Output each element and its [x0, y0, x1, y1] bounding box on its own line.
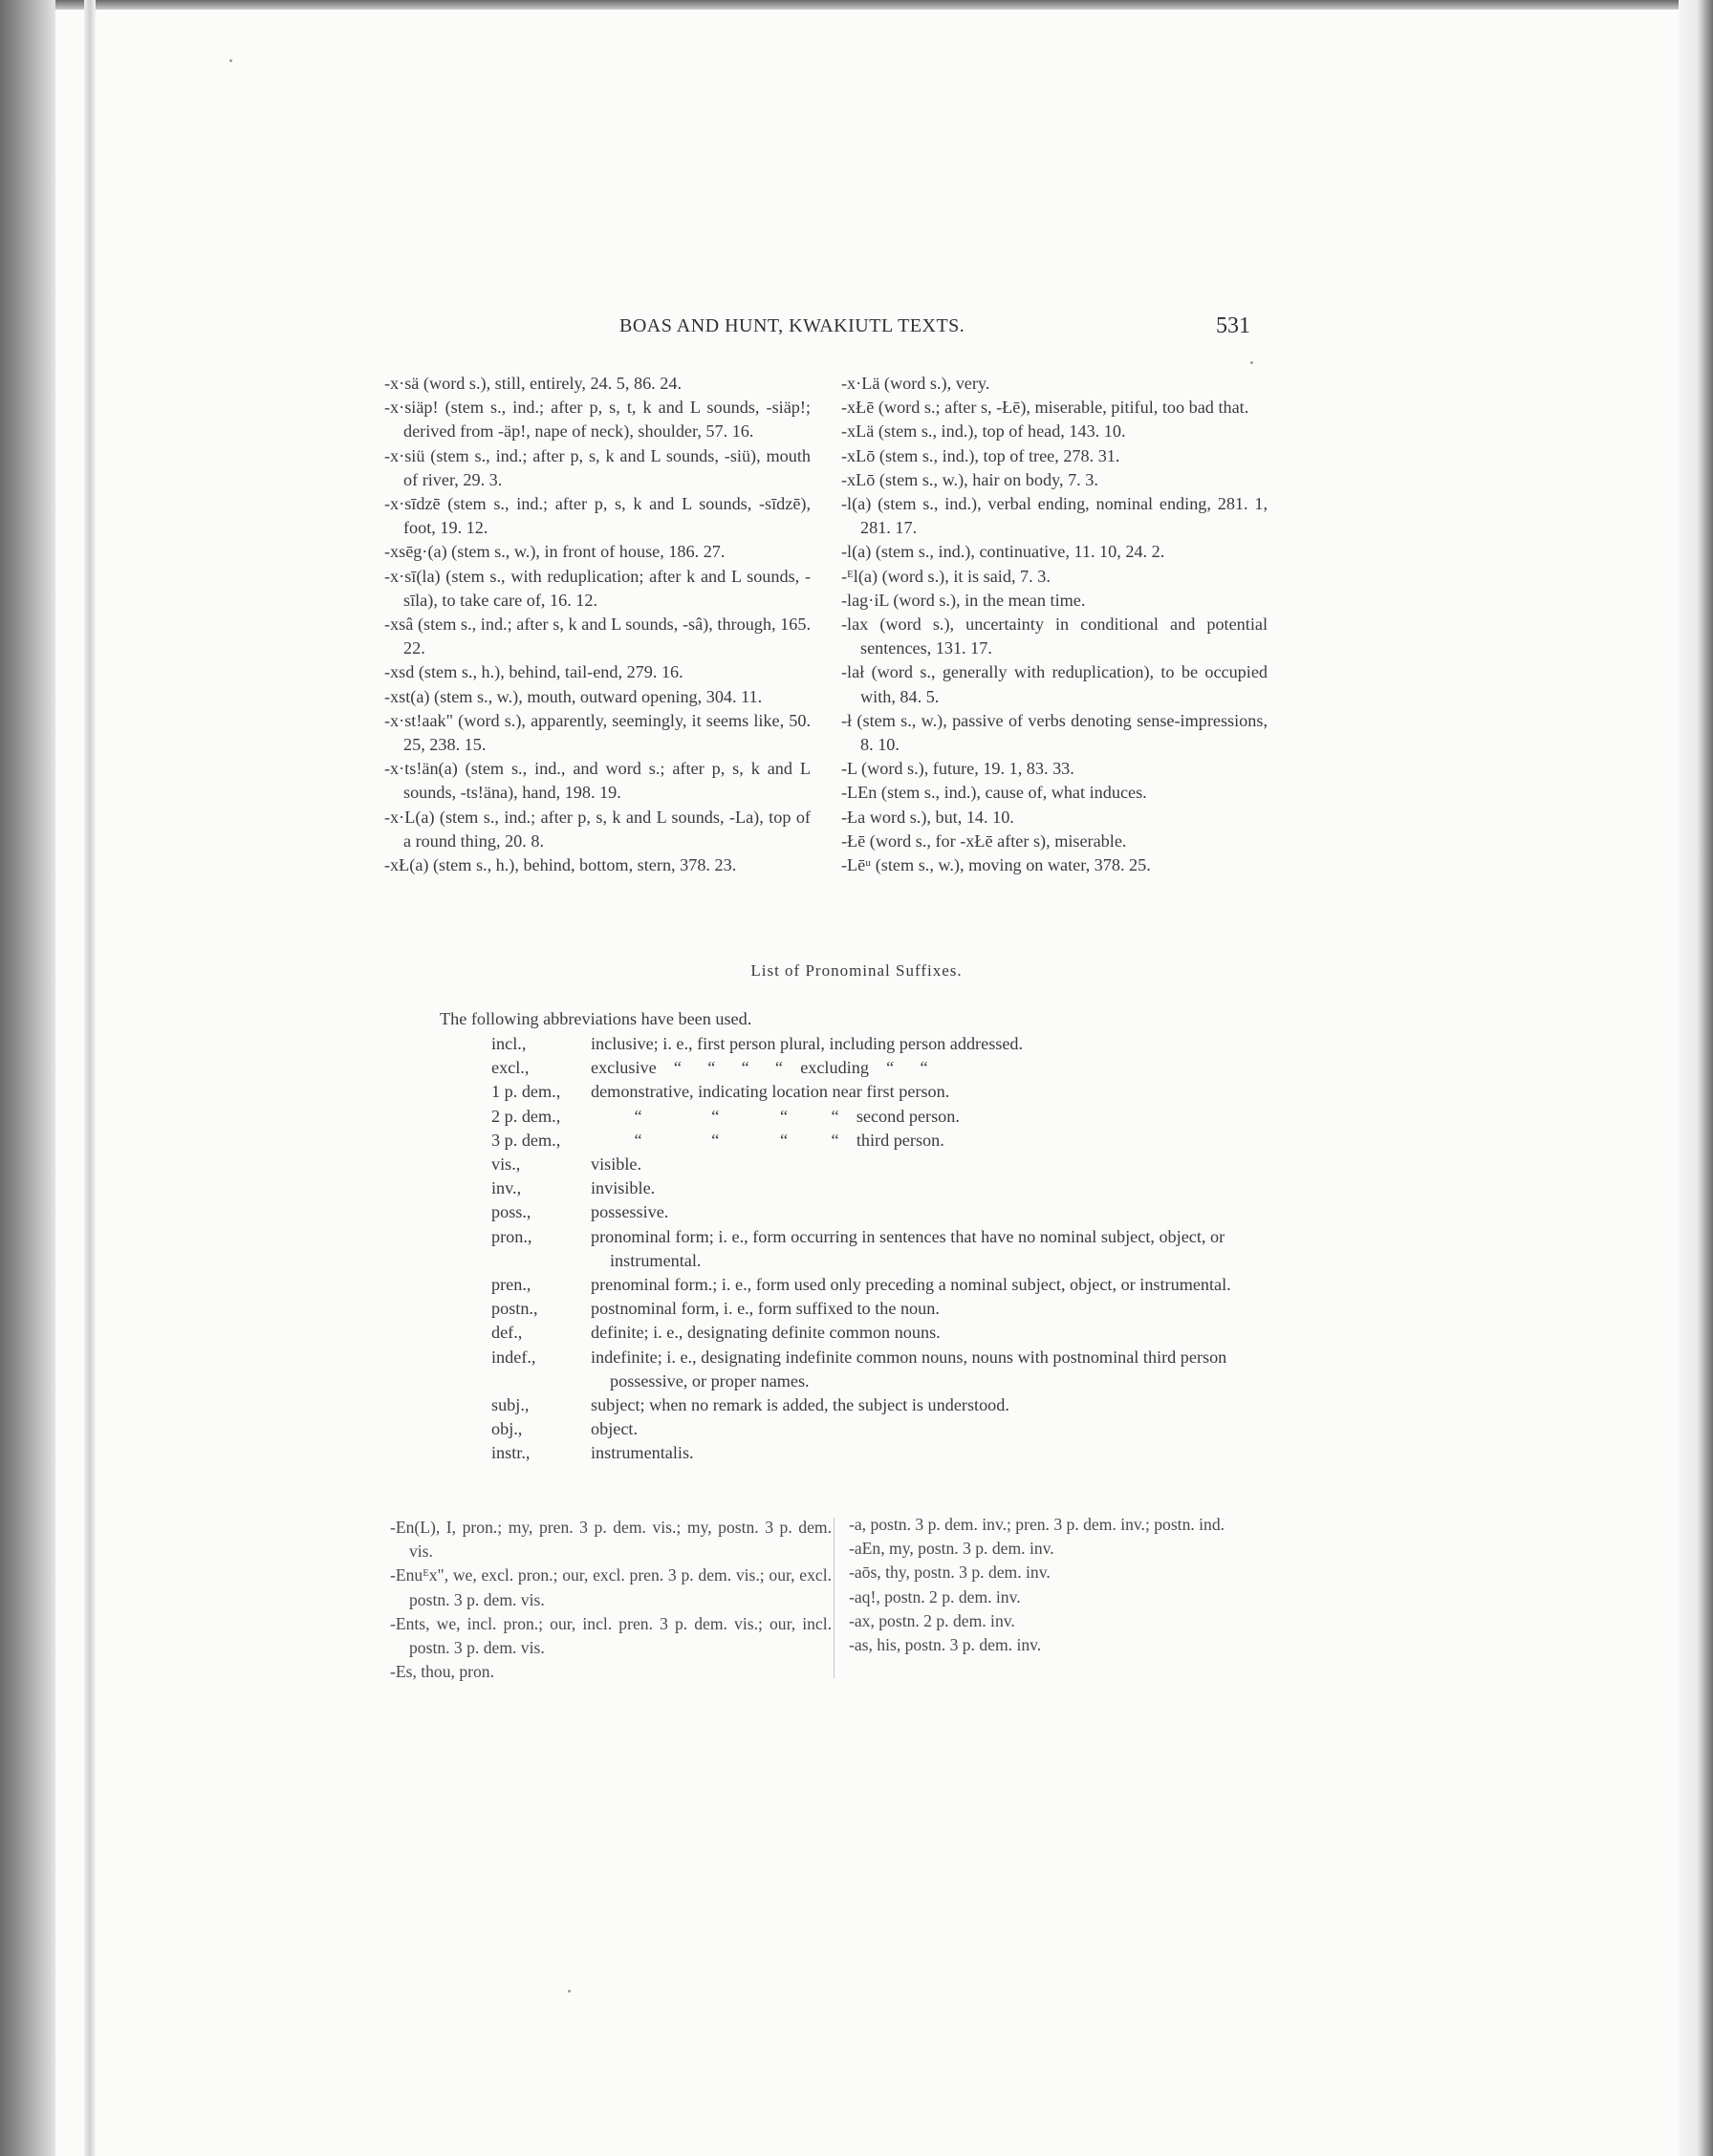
abbreviation-key: inv., — [491, 1178, 522, 1198]
abbreviation-row — [491, 1080, 1275, 1104]
scan-speck — [568, 1990, 571, 1993]
suffix-entry: -En(L), I, pron.; my, pren. 3 p. dem. vis.; my, postn. 3 p. dem. vis. — [390, 1518, 832, 1562]
dictionary-entry: -ł (stem s., w.), passive of verbs denoting sense-impressions, 8. 10. — [841, 710, 1268, 755]
dictionary-entry: -xsēg·(a) (stem s., w.), in front of house, 186. 27. — [384, 542, 726, 562]
abbreviation-row — [491, 1393, 1275, 1417]
abbreviation-desc: inclusive; i. e., first person plural, including person addressed. — [591, 1034, 1024, 1053]
abbreviation-desc: instrumentalis. — [591, 1443, 694, 1463]
suffix-entry: -a, postn. 3 p. dem. inv.; pren. 3 p. dem. inv.; postn. ind. — [849, 1515, 1225, 1534]
dictionary-entry: -Łē (word s., for -xŁē after s), miserable. — [841, 830, 1127, 851]
suffix-entry: -aq!, postn. 2 p. dem. inv. — [849, 1586, 1021, 1606]
abbreviation-key: 3 p. dem., — [491, 1130, 561, 1150]
abbreviation-row — [491, 1417, 1275, 1441]
running-head: BOAS AND HUNT, KWAKIUTL TEXTS. — [619, 315, 965, 336]
abbreviation-row — [491, 1297, 1275, 1321]
dictionary-entry: -x·sīdzē (stem s., ind.; after p, s, k and L sounds, -sīdzē), foot, 19. 12. — [384, 494, 811, 538]
dictionary-entry: -xLä (stem s., ind.), top of head, 143. 10. — [841, 421, 1126, 442]
abbreviation-desc: object. — [591, 1419, 638, 1439]
dictionary-entry: -Lēᵘ (stem s., w.), moving on water, 378. 25. — [841, 855, 1151, 875]
abbreviation-key: indef., — [491, 1347, 536, 1367]
dictionary-entry: -L (word s.), future, 19. 1, 83. 33. — [841, 759, 1074, 779]
suffix-entry: -Es, thou, pron. — [390, 1662, 494, 1682]
dictionary-column-right — [841, 372, 1268, 877]
abbreviation-key: excl., — [491, 1058, 530, 1078]
abbreviation-key: obj., — [491, 1419, 523, 1439]
suffix-column-left — [390, 1516, 832, 1684]
abbreviations-list — [491, 1032, 1275, 1466]
abbreviation-row — [491, 1129, 1275, 1153]
abbreviation-row — [491, 1176, 1275, 1200]
dictionary-entry: -xLō (stem s., w.), hair on body, 7. 3. — [841, 469, 1098, 489]
abbreviation-row — [491, 1032, 1275, 1056]
dictionary-entry: -xLō (stem s., ind.), top of tree, 278. 31. — [841, 445, 1120, 465]
dictionary-entry: -xŁ(a) (stem s., h.), behind, bottom, stern, 378. 23. — [384, 855, 737, 875]
dictionary-entry: -l(a) (stem s., ind.), verbal ending, nominal ending, 281. 1, 281. 17. — [841, 494, 1268, 538]
abbreviation-desc: visible. — [591, 1154, 642, 1175]
abbreviation-desc: postnominal form, i. e., form suffixed to the noun. — [591, 1299, 940, 1319]
suffix-entry: -Enuᴱx", we, excl. pron.; our, excl. pren. 3 p. dem. vis.; our, excl. postn. 3 p. dem. vis. — [390, 1565, 832, 1609]
abbreviation-row — [491, 1273, 1275, 1297]
abbreviation-key: vis., — [491, 1154, 521, 1175]
scan-fold-line — [84, 0, 96, 2156]
abbreviation-desc: invisible. — [591, 1178, 656, 1198]
dictionary-column-left — [384, 372, 811, 877]
suffix-entry: -ax, postn. 2 p. dem. inv. — [849, 1610, 1015, 1630]
column-divider — [834, 1518, 835, 1678]
abbreviation-desc: possessive. — [591, 1202, 669, 1222]
abbreviation-key: postn., — [491, 1299, 538, 1319]
abbreviation-row — [491, 1225, 1275, 1273]
dictionary-entry: -ᴱl(a) (word s.), it is said, 7. 3. — [841, 566, 1051, 586]
abbreviation-key: pren., — [491, 1275, 531, 1295]
abbreviation-key: poss., — [491, 1202, 531, 1222]
dictionary-entry: -x·sī(la) (stem s., with reduplication; after k and L sounds, -sīla), to take care of, 16. 12. — [384, 566, 811, 610]
dictionary-entry: -xŁē (word s.; after s, -Łē), miserable, pitiful, too bad that. — [841, 398, 1249, 418]
dictionary-entry: -x·Lä (word s.), very. — [841, 374, 990, 393]
suffix-entry: -aōs, thy, postn. 3 p. dem. inv. — [849, 1563, 1051, 1583]
abbreviation-desc: subject; when no remark is added, the subject is understood. — [591, 1395, 1009, 1415]
abbreviation-key: 1 p. dem., — [491, 1082, 561, 1102]
dictionary-entry: -x·sä (word s.), still, entirely, 24. 5, 86. 24. — [384, 374, 682, 393]
scan-speck — [1250, 361, 1253, 364]
abbreviation-key: incl., — [491, 1034, 527, 1053]
abbreviation-desc: indefinite; i. e., designating indefinite common nouns, nouns with postnominal third person possessive, or proper names. — [591, 1347, 1227, 1391]
dictionary-entry: -x·ts!än(a) (stem s., ind., and word s.; after p, s, k and L sounds, -ts!äna), hand, 198. 19. — [384, 759, 811, 803]
abbreviations-intro: The following abbreviations have been used. — [440, 1009, 752, 1028]
abbreviation-key: instr., — [491, 1443, 531, 1463]
abbreviation-desc: prenominal form.; i. e., form used only preceding a nominal subject, object, or instrumental. — [591, 1275, 1231, 1295]
suffix-entry: -as, his, postn. 3 p. dem. inv. — [849, 1635, 1042, 1655]
dictionary-entry: -x·siü (stem s., ind.; after p, s, k and L sounds, -siü), mouth of river, 29. 3. — [384, 445, 811, 489]
dictionary-entry: -x·st!aak" (word s.), apparently, seemingly, it seems like, 50. 25, 238. 15. — [384, 710, 811, 755]
abbreviation-desc: “ “ “ “ third person. — [591, 1130, 944, 1150]
abbreviation-key: subj., — [491, 1395, 530, 1415]
scan-edge-left — [0, 0, 55, 2156]
abbreviation-row — [491, 1441, 1275, 1465]
dictionary-entry: -l(a) (stem s., ind.), continuative, 11. 10, 24. 2. — [841, 542, 1165, 562]
abbreviation-desc: “ “ “ “ second person. — [591, 1106, 960, 1126]
abbreviation-key: def., — [491, 1323, 523, 1343]
page-number: 531 — [1216, 313, 1250, 338]
scan-edge-top — [0, 0, 1713, 10]
suffix-entry: -aEn, my, postn. 3 p. dem. inv. — [849, 1539, 1054, 1559]
section-title: List of Pronominal Suffixes. — [750, 961, 963, 980]
dictionary-entry: -LEn (stem s., ind.), cause of, what induces. — [841, 783, 1147, 803]
dictionary-entry: -lał (word s., generally with reduplication), to be occupied with, 84. 5. — [841, 662, 1268, 706]
dictionary-entry: -x·L(a) (stem s., ind.; after p, s, k and L sounds, -La), top of a round thing, 20. 8. — [384, 807, 811, 851]
suffix-entry: -Ents, we, incl. pron.; our, incl. pren. 3 p. dem. vis.; our, incl. postn. 3 p. dem. vis. — [390, 1613, 832, 1658]
dictionary-entry: -xst(a) (stem s., w.), mouth, outward opening, 304. 11. — [384, 686, 763, 706]
abbreviation-desc: pronominal form; i. e., form occurring in sentences that have no nominal subject, object, or instrumental. — [591, 1226, 1225, 1270]
abbreviation-desc: exclusive “ “ “ “ excluding “ “ — [591, 1058, 928, 1078]
scan-edge-right — [1679, 0, 1713, 2156]
suffix-column-right — [849, 1513, 1277, 1657]
abbreviation-row — [491, 1153, 1275, 1176]
abbreviation-row — [491, 1200, 1275, 1224]
abbreviation-desc: definite; i. e., designating definite common nouns. — [591, 1323, 941, 1343]
abbreviation-row — [491, 1346, 1275, 1393]
abbreviation-row — [491, 1056, 1275, 1080]
abbreviation-desc: demonstrative, indicating location near first person. — [591, 1082, 950, 1102]
abbreviation-key: pron., — [491, 1226, 532, 1246]
dictionary-entry: -lag·iL (word s.), in the mean time. — [841, 590, 1086, 610]
dictionary-entry: -x·siäp! (stem s., ind.; after p, s, t, k and L sounds, -siäp!; derived from -äp!, nape of neck), shoulder, 57. 16. — [384, 398, 811, 442]
dictionary-entry: -Ła word s.), but, 14. 10. — [841, 807, 1014, 827]
scan-speck — [229, 59, 232, 62]
abbreviation-row — [491, 1321, 1275, 1345]
abbreviation-key: 2 p. dem., — [491, 1106, 561, 1126]
dictionary-entry: -lax (word s.), uncertainty in conditional and potential sentences, 131. 17. — [841, 614, 1268, 658]
dictionary-entry: -xsâ (stem s., ind.; after s, k and L sounds, -sâ), through, 165. 22. — [384, 614, 811, 658]
dictionary-entry: -xsd (stem s., h.), behind, tail-end, 279. 16. — [384, 662, 683, 682]
abbreviation-row — [491, 1105, 1275, 1129]
